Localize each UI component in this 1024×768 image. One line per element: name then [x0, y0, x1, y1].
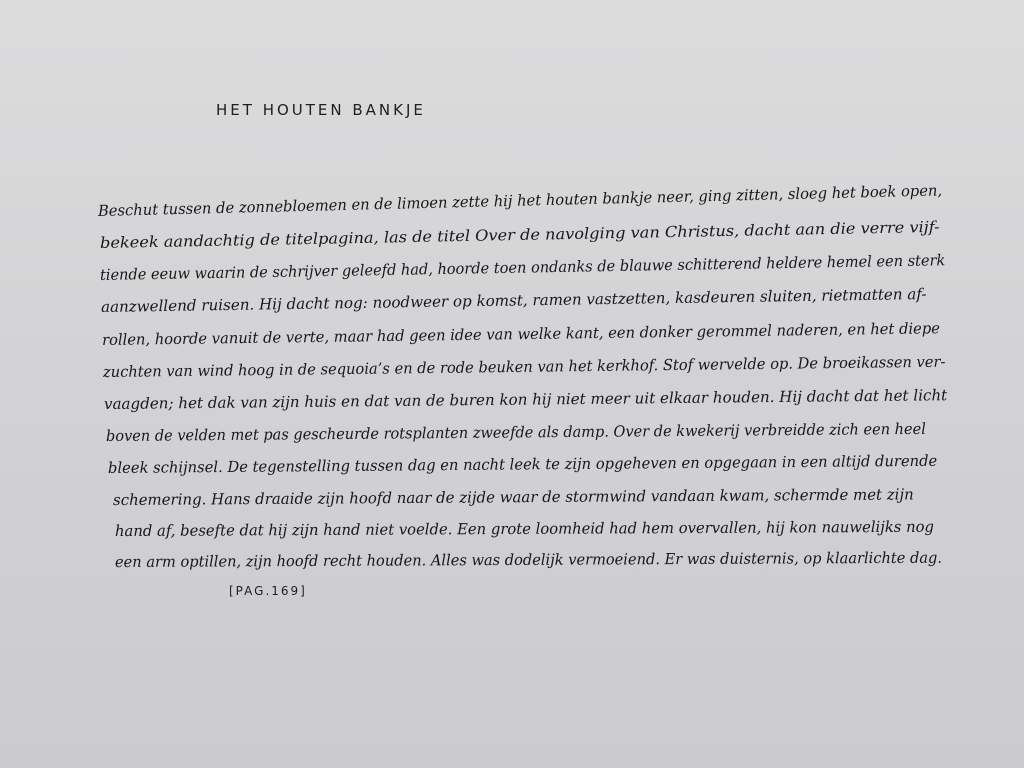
text-line: vaagden; het dak van zijn huis en dat van de buren kon hij niet meer uit elkaar houden. Hij dacht dat het licht: [103, 386, 948, 413]
text-line: zuchten van wind hoog in de sequoia’s en de rode beuken van het kerkhof. Stof wervelde op. De broeikassen ver-: [102, 352, 946, 381]
text-line: een arm optillen, zijn hoofd recht houden. Alles was dodelijk vermoeiend. Er was duisternis, op klaarlichte dag.: [114, 548, 943, 571]
chapter-title: HET HOUTEN BANKJE: [216, 101, 426, 119]
text-line: bekeek aandachtig de titelpagina, las de titel Over de navolging van Christus, dacht aan die verre vijf-: [99, 217, 940, 252]
text-line: bleek schijnsel. De tegenstelling tussen dag en nacht leek te zijn opgeheven en opgegaan in een altijd durende: [107, 451, 938, 477]
text-line: schemering. Hans draaide zijn hoofd naar de zijde waar de stormwind vandaan kwam, schermde met zijn: [112, 485, 914, 509]
text-line: Beschut tussen de zonnebloemen en de limoen zette hij het houten bankje neer, ging zitten, sloeg het boek open,: [97, 181, 943, 220]
text-line: boven de velden met pas gescheurde rotsplanten zweefde als damp. Over de kwekerij verbreidde zich een heel: [105, 419, 926, 445]
text-line: tiende eeuw waarin de schrijver geleefd had, hoorde toen ondanks de blauwe schitterend heldere hemel een sterk: [99, 251, 946, 284]
text-line: rollen, hoorde vanuit de verte, maar had geen idee van welke kant, een donker gerommel naderen, en het diepe: [101, 319, 941, 349]
page-number: [PAG.169]: [229, 584, 307, 598]
text-line: hand af, besefte dat hij zijn hand niet voelde. Een grote loomheid had hem overvallen, hij kon nauwelijks nog: [114, 517, 934, 540]
text-line: aanzwellend ruisen. Hij dacht nog: noodweer op komst, ramen vastzetten, kasdeuren sluiten, rietmatten af-: [100, 285, 927, 316]
